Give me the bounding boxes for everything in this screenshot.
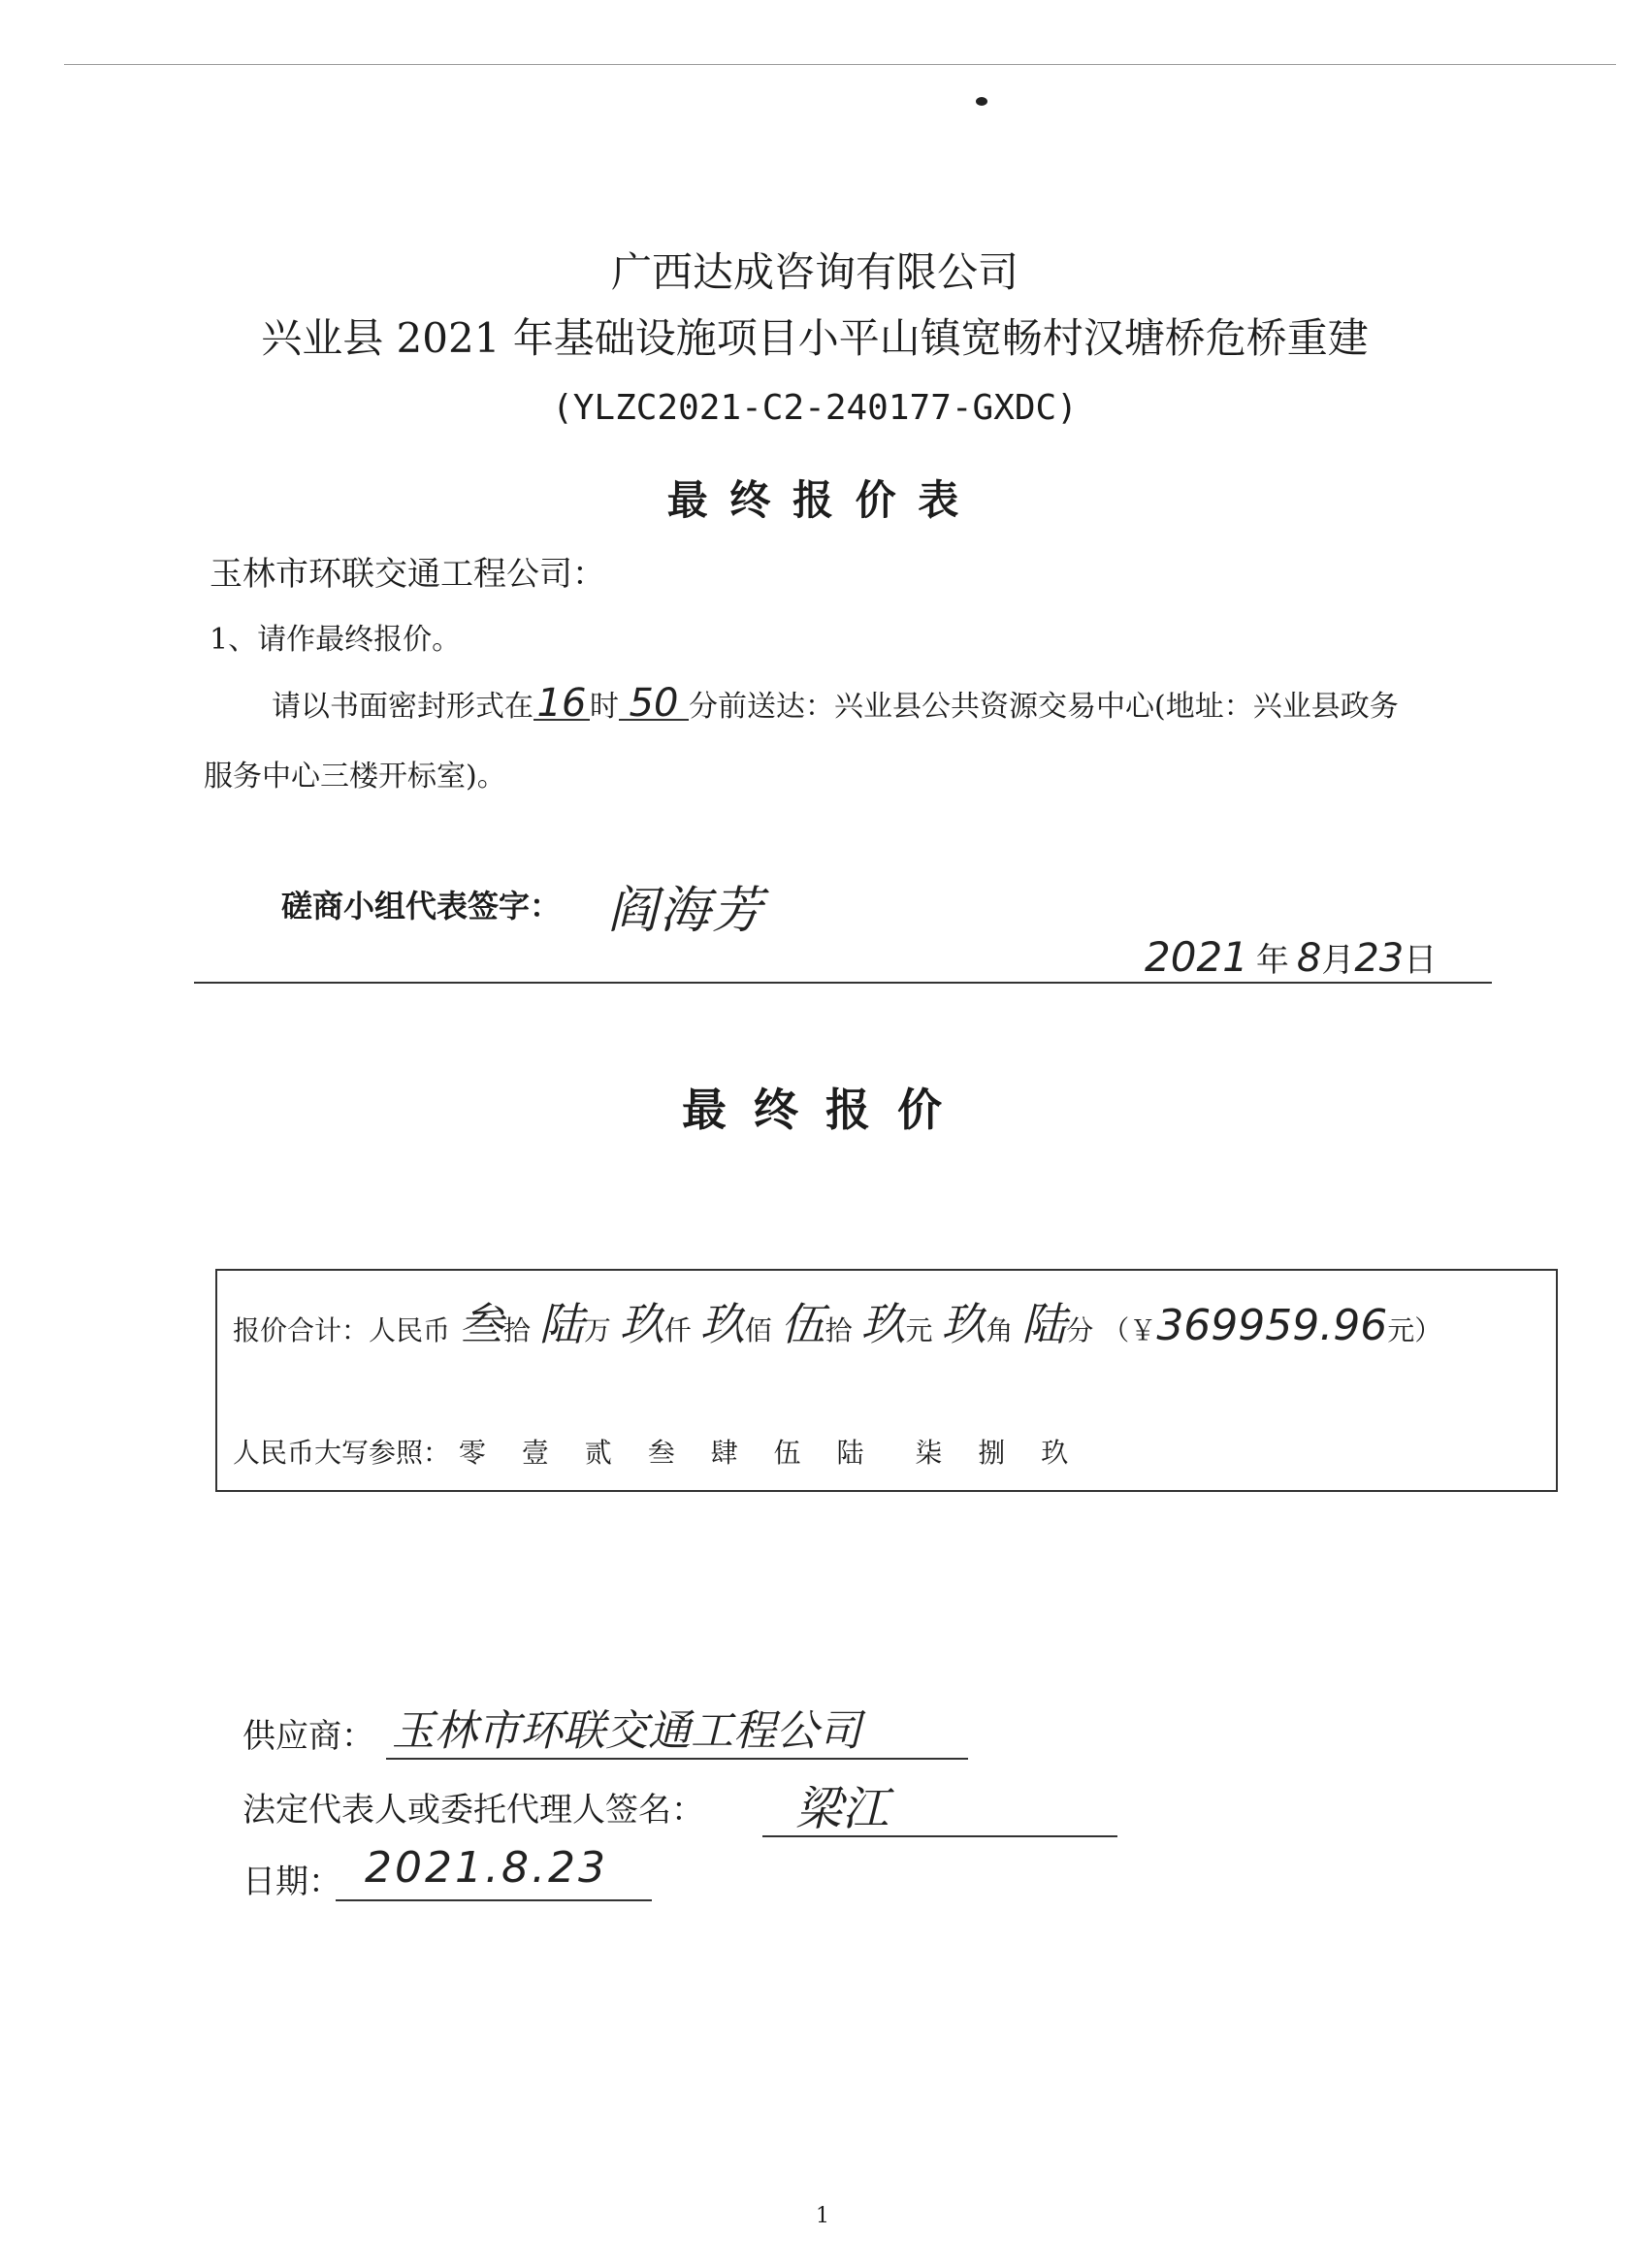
- quote-unit-8: 分: [1066, 1314, 1094, 1346]
- supplier-label: 供应商：: [242, 1717, 374, 1756]
- consult-date-month: 8: [1296, 936, 1322, 981]
- ref-char-4: 肆: [710, 1437, 738, 1469]
- quote-unit-7: 角: [986, 1314, 1014, 1346]
- day-unit: 日: [1404, 941, 1438, 980]
- instruction-item-1: 1、请作最终报价。: [210, 623, 462, 657]
- quote-digit-1: 叁: [458, 1298, 503, 1350]
- date-label: 日期：: [242, 1863, 341, 1901]
- quote-unit-6: 元: [905, 1314, 933, 1346]
- ref-char-2: 贰: [584, 1437, 612, 1469]
- addressee: 玉林市环联交通工程公司：: [210, 555, 605, 594]
- project-code: (YLZC2021-C2-240177-GXDC): [552, 388, 1078, 428]
- representative-line: [762, 1835, 1117, 1837]
- quote-digit-8: 陆: [1021, 1298, 1067, 1350]
- consult-date-year: 2021: [1145, 933, 1248, 981]
- quote-digit-3: 玖: [619, 1298, 664, 1350]
- representative-signature: 梁江: [795, 1782, 889, 1836]
- quote-unit-2: 万: [583, 1314, 611, 1346]
- deadline-hour: 16: [534, 688, 590, 721]
- instruction-suffix: 分前送达：兴业县公共资源交易中心(地址：兴业县政务: [689, 690, 1399, 724]
- instruction-prefix: 请以书面密封形式在: [272, 690, 534, 724]
- quote-digit-5: 伍: [780, 1298, 825, 1350]
- scan-speck: [976, 97, 987, 106]
- ref-char-0: 零: [458, 1437, 486, 1469]
- instruction-line-2: 服务中心三楼开标室)。: [204, 760, 506, 794]
- consult-date: [1145, 933, 1437, 981]
- deadline-minute: 50: [619, 688, 689, 721]
- quote-unit-1: 拾: [502, 1314, 531, 1346]
- quote-digit-6: 玖: [860, 1298, 906, 1350]
- amount-close: 元）: [1387, 1314, 1442, 1346]
- project-title: 兴业县 2021 年基础设施项目小平山镇宽畅村汉塘桥危桥重建: [261, 314, 1369, 362]
- consult-sign-line: [194, 982, 1492, 984]
- rmb-reference-line: [233, 1432, 1068, 1471]
- ref-char-1: 壹: [521, 1437, 549, 1469]
- ref-char-9: 玖: [1041, 1437, 1069, 1469]
- ref-char-3: 叁: [647, 1437, 675, 1469]
- ref-char-6: 陆: [836, 1437, 864, 1469]
- hour-unit: 时: [590, 690, 619, 724]
- quote-total-line: [233, 1294, 1441, 1361]
- quote-unit-3: 仟: [663, 1314, 692, 1346]
- date-line: [336, 1899, 652, 1901]
- quote-unit-5: 拾: [824, 1314, 853, 1346]
- quote-digit-2: 陆: [538, 1298, 584, 1350]
- month-unit: 月: [1321, 941, 1355, 980]
- consult-date-day: 23: [1354, 936, 1405, 981]
- quote-unit-4: 佰: [744, 1314, 772, 1346]
- ref-char-5: 伍: [773, 1437, 801, 1469]
- scan-edge-line: [64, 64, 1616, 65]
- quote-amount: 369959.96: [1156, 1301, 1388, 1350]
- ref-char-8: 捌: [978, 1437, 1006, 1469]
- page-number: 1: [816, 2204, 829, 2228]
- ref-char-7: 柒: [915, 1437, 943, 1469]
- final-quote-title: 最 终 报 价: [681, 1084, 949, 1136]
- consult-signature: 阎海芳: [607, 882, 765, 940]
- instruction-line: [272, 682, 1399, 725]
- quote-digit-4: 玖: [699, 1298, 745, 1350]
- rmb-reference-label: 人民币大写参照：: [233, 1437, 451, 1469]
- quote-total-label: 报价合计：人民币: [233, 1314, 451, 1346]
- consult-sign-label: 磋商小组代表签字：: [281, 888, 562, 924]
- year-unit: 年: [1255, 941, 1289, 980]
- amount-open: （￥: [1102, 1314, 1157, 1346]
- company-name: 广西达成咨询有限公司: [610, 248, 1018, 296]
- supplier-line: [386, 1758, 968, 1760]
- supplier-name: 玉林市环联交通工程公司: [392, 1706, 861, 1756]
- representative-label: 法定代表人或委托代理人签名：: [242, 1791, 704, 1830]
- quote-digit-7: 玖: [941, 1298, 986, 1350]
- form-title: 最 终 报 价 表: [666, 476, 963, 524]
- supplier-date: 2021.8.23: [365, 1843, 608, 1893]
